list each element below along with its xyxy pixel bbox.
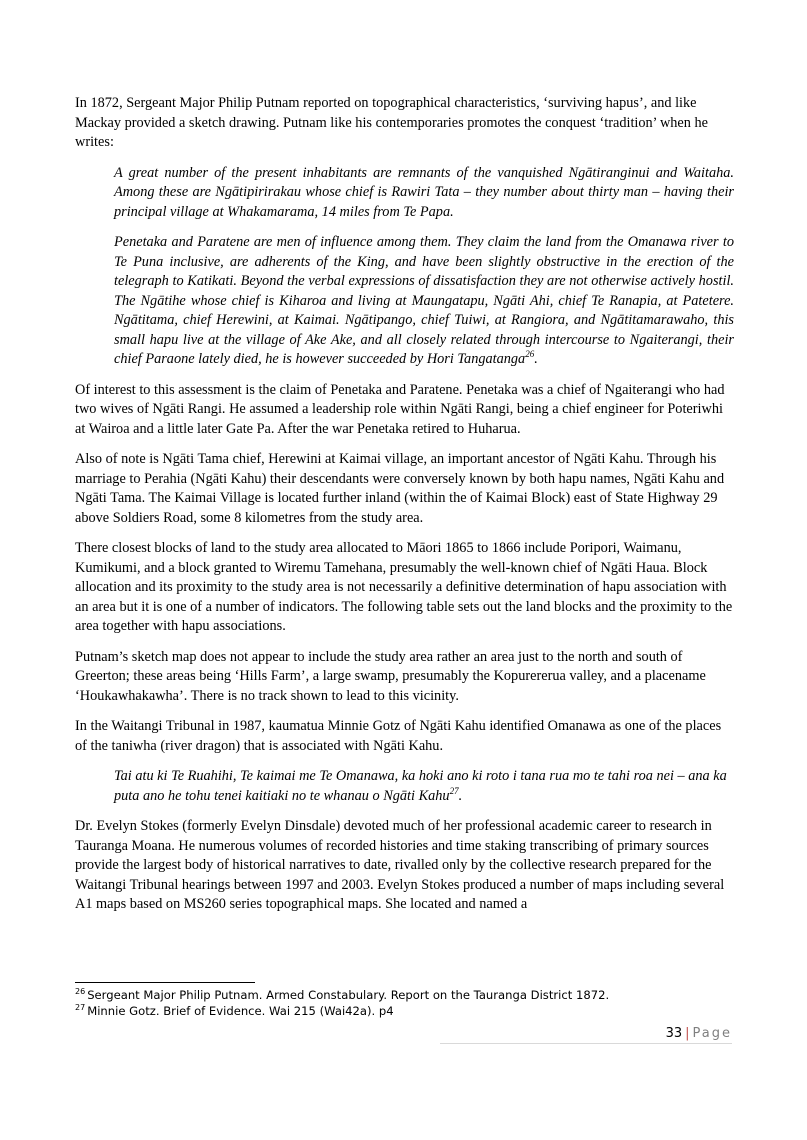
paragraph-putnam-intro: In 1872, Sergeant Major Philip Putnam reported on topographical characteristics, ‘surviving hapus’, and like Mackay provided a sketch drawing. Putnam like his contemporaries promotes the conquest ‘tradition’ when he writes: bbox=[75, 95, 708, 150]
footnote-text: Minnie Gotz. Brief of Evidence. Wai 215 (Wai42a). p4 bbox=[87, 1004, 394, 1018]
quote-minnie-gotz-text: Tai atu ki Te Ruahihi, Te kaimai me Te Omanawa, ka hoki ano ki roto i tana rua mo te tahi roa nei – ana ka puta ano he tohu tenei kaitiaki no te whanau o Ngāti Kahu bbox=[114, 768, 727, 804]
quote-putnam-2-text: Penetaka and Paratene are men of influence among them. They claim the land from the Omanawa river to Te Puna inclusive, are adherents of the King, and have been slightly obstructive in the erection of the telegraph to Katikati. Beyond the verbal expressions of dissatisfaction they are not otherwise actively hostil. The Ngātihe whose chief is Kiharoa and living at Maungatapu, Ngāti Ahi, chief Te Ranapia, at Patetere. Ngātitama, chief Herewini, at Kaimai. Ngātipango, chief Tuiwi, at Rangiora, and Ngātitamarawaho, this small hapu live at the village of Ake Ake, and all closely related through intercourse to Ngaiterangi, their chief Paraone lately died, he is however succeeded by Hori Tangatanga bbox=[114, 234, 734, 367]
footnote-number: 26 bbox=[75, 987, 86, 997]
footnote-number: 27 bbox=[75, 1003, 86, 1013]
paragraph-waitangi-tribunal: In the Waitangi Tribunal in 1987, kaumatua Minnie Gotz of Ngāti Kahu identified Omanawa as one of the places of the taniwha (river dragon) that is associated with Ngāti Kahu. bbox=[75, 718, 722, 754]
page-label: Page bbox=[692, 1026, 732, 1041]
footnote-divider bbox=[75, 982, 255, 983]
quote-minnie-gotz bbox=[114, 767, 734, 806]
paragraph-sketch-map: Putnam’s sketch map does not appear to include the study area rather an area just to the north and south of Greerton; these areas being ‘Hills Farm’, a large swamp, presumably the Kopurererua valley, and a placename ‘Houkawhakawha’. There is no track shown to lead to this vicinity. bbox=[75, 648, 706, 704]
page-footer bbox=[666, 1024, 732, 1044]
paragraph-land-blocks: There closest blocks of land to the study area allocated to Māori 1865 to 1866 include Poripori, Waimanu, Kumikumi, and a block granted to Wiremu Tamehana, presumably the well-known chief of Ngāti Haua. Block allocation and its proximity to the study area is not necessarily a definitive determination of hapu association with an area but it is one of a number of indicators. The following table sets out the land blocks and the proximity to the area together with hapu associations. bbox=[75, 540, 733, 634]
page-separator: | bbox=[685, 1026, 690, 1041]
quote-putnam-2-end: . bbox=[534, 351, 538, 367]
footnote-ref-27[interactable]: 27 bbox=[449, 785, 459, 796]
paragraph-penetaka: Of interest to this assessment is the claim of Penetaka and Paratene. Penetaka was a chief of Ngaiterangi who had two wives of Ngāti Rangi. He assumed a leadership role within Ngāti Rangi, being a chief engineer for Poteriwhi at Wairoa and a little later Gate Pa. After the war Penetaka retired to Huharua. bbox=[75, 381, 725, 437]
paragraph-ngati-tama: Also of note is Ngāti Tama chief, Herewini at Kaimai village, an important ancestor of Ngāti Kahu. Through his marriage to Perahia (Ngāti Kahu) their descendants were conversely known by both hapu names, Ngāti Kahu and Ngāti Tama. The Kaimai Village is located further inland (within the of Kaimai Block) east of State Highway 29 above Soldiers Road, some 8 kilometres from the study area. bbox=[75, 451, 725, 526]
quote-putnam-2 bbox=[114, 233, 734, 370]
footnote-ref-26[interactable]: 26 bbox=[525, 349, 535, 360]
paragraph-evelyn-stokes: Dr. Evelyn Stokes (formerly Evelyn Dinsdale) devoted much of her professional academic career to research in Tauranga Moana. He numerous volumes of recorded histories and time staking transcribing of primary sources provide the largest body of historical narratives to date, rivalled only by the collective research prepared for the Waitangi Tribunal hearings between 1997 and 2003. Evelyn Stokes produced a number of maps including several A1 maps based on MS260 series topographical maps. She located and named a bbox=[75, 818, 725, 912]
quote-putnam-1: A great number of the present inhabitants are remnants of the vanquished Ngātiranginui and Waitaha. Among these are Ngātipirirakau whose chief is Rawiri Tata – they number about thirty man – having their principal village at Whakamarama, 14 miles from Te Papa. bbox=[114, 164, 734, 220]
quote-minnie-gotz-end: . bbox=[458, 787, 463, 804]
body-text bbox=[75, 94, 735, 926]
page-number: 33 bbox=[665, 1026, 683, 1041]
footnotes bbox=[75, 987, 735, 1019]
footnote-text: Sergeant Major Philip Putnam. Armed Constabulary. Report on the Tauranga District 1872. bbox=[87, 988, 610, 1002]
footer-divider bbox=[440, 1043, 732, 1044]
footnote-27 bbox=[75, 1003, 735, 1019]
footnote-26 bbox=[75, 987, 735, 1003]
